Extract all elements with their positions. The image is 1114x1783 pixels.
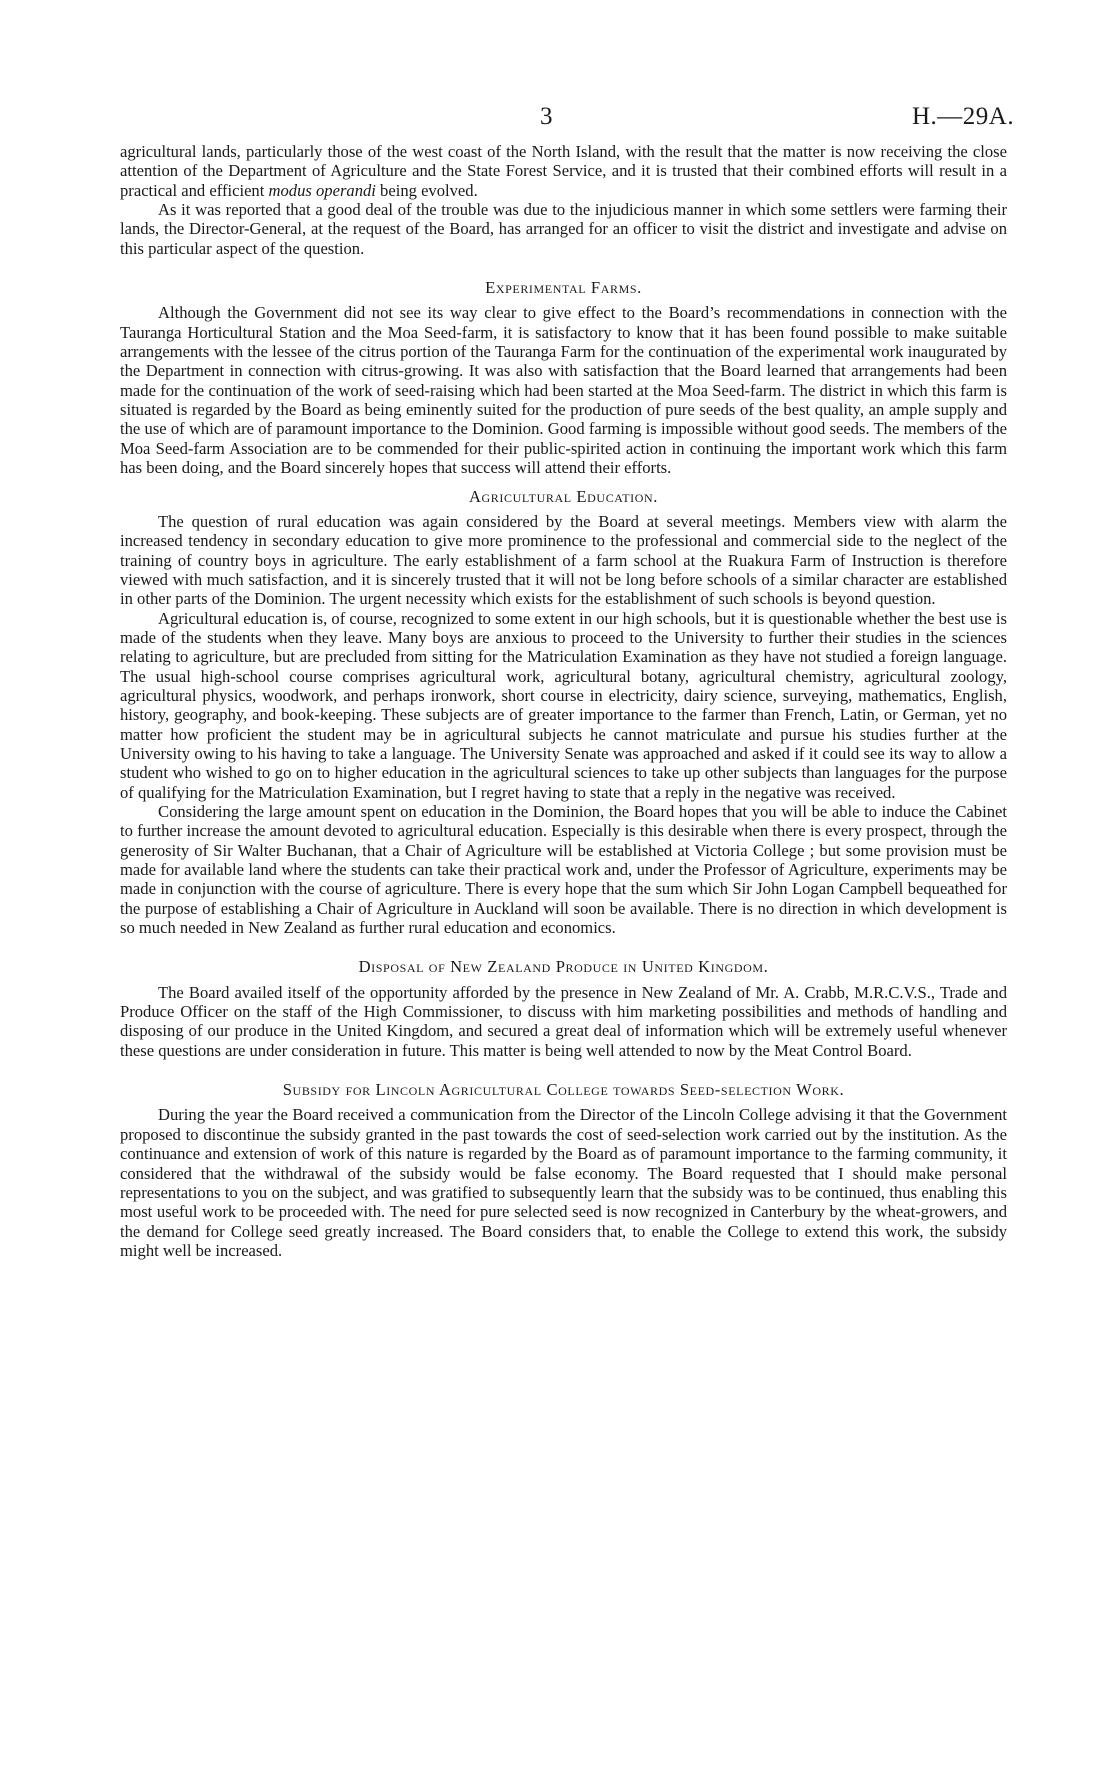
section-heading-experimental-farms: Experimental Farms.: [485, 278, 642, 298]
agricultural-education-paragraph-3: Considering the large amount spent on education in the Dominion, the Board hopes that you will be able to induce the Cabinet to further increase the amount devoted to agricultural education. Especially is this desirable when there is every prospect, through the generosity of Sir Walter Buchanan, that a Chair of Agriculture will be established at Victoria College ; but some provision must be made for available land where the students can take their practical work and, under the Professor of Agriculture, experiments may be made in conjunction with the course of agriculture. There is every hope that the sum which Sir John Logan Campbell bequeathed for the purpose of establishing a Chair of Agriculture in Auckland will soon be available. There is no direction in which development is so much needed in New Zealand as further rural education and economics.: [120, 802, 1007, 938]
section-heading-lincoln-subsidy: Subsidy for Lincoln Agricultural College towards Seed-selection Work.: [282, 1080, 845, 1100]
lincoln-subsidy-paragraph: During the year the Board received a communication from the Director of the Lincoln College advising it that the Government proposed to discontinue the subsidy granted in the past towards the cost of seed-selection work carried out by the institution. As the continuance and extension of work of this nature is regarded by the Board as of paramount importance to the farming community, it considered that the withdrawal of the subsidy would be false economy. The Board requested that I should make personal representations to you on the subject, and was gratified to subsequently learn that the subsidy was to be continued, thus enabling this most useful work to be proceeded with. The need for pure selected seed is now recognized in Canterbury by the wheat-growers, and the demand for College seed greatly increased. The Board considers that, to enable the College to extend this work, the subsidy might well be increased.: [120, 1105, 1007, 1260]
intro-paragraph-2: As it was reported that a good deal of the trouble was due to the injudicious manner in which some settlers were farming their lands, the Director-General, at the request of the Board, has arranged for an officer to visit the district and investigate and advise on this particular aspect of the question.: [120, 200, 1007, 258]
document-reference: H.—29A.: [912, 103, 1015, 130]
latin-phrase: modus operandi: [268, 180, 376, 200]
agricultural-education-paragraph-1: The question of rural education was again considered by the Board at several meetings. Members view with alarm the increased tendency in secondary education to give more prominence to the professional and commercial side to the neglect of the training of country boys in agriculture. The early establishment of a farm school at the Ruakura Farm of Instruction is therefore viewed with much satisfaction, and it is sincerely trusted that it will not be long before schools of a similar character are established in other parts of the Dominion. The urgent necessity which exists for the establishment of such schools is beyond question.: [120, 511, 1007, 609]
page-header: [0, 103, 1114, 133]
agricultural-education-paragraph-2: Agricultural education is, of course, recognized to some extent in our high schools, but it is questionable whether the best use is made of the students when they leave. Many boys are anxious to proceed to the University to further their studies in the sciences relating to agriculture, but are precluded from sitting for the Matriculation Examination as they have not studied a foreign language. The usual high-school course comprises agricultural work, agricultural botany, agricultural chemistry, agricultural zoology, agricultural physics, woodwork, and perhaps ironwork, short course in electricity, dairy science, surveying, mathematics, English, history, geography, and book-keeping. These subjects are of greater importance to the farmer than French, Latin, or German, yet no matter how proficient the student may be in agricultural subjects he cannot matriculate and pursue his studies further at the University owing to his having to take a language. The University Senate was approached and asked if it could see its way to allow a student who wished to go on to higher education in the agricultural sciences to take up other subjects than languages for the purpose of qualifying for the Matriculation Examination, but I regret having to state that a reply in the negative was received.: [120, 608, 1007, 802]
intro-paragraph-1: agricultural lands, particularly those of the west coast of the North Island, with the result that the matter is now receiving the close attention of the Department of Agriculture and the State Forest Service, and it is trusted that their combined efforts will result in a practical and efficient modus operandi being evolved.: [120, 142, 1007, 200]
experimental-farms-paragraph: Although the Government did not see its way clear to give effect to the Board’s recommendations in connection with the Tauranga Horticultural Station and the Moa Seed-farm, it is satisfactory to know that it has been found possible to make suitable arrangements with the lessee of the citrus portion of the Tauranga Farm for the continuation of the experimental work inaugurated by the Department in connection with citrus-growing. It was also with satisfaction that the Board learned that arrangements had been made for the continuation of the work of seed-raising which had been started at the Moa Seed-farm. The district in which this farm is situated is regarded by the Board as being eminently suited for the production of pure seeds of the best quality, an ample supply and the use of which are of paramount importance to the Dominion. Good farming is impossible without good seeds. The members of the Moa Seed-farm Association are to be commended for their public-spirited action in continuing the important work which this farm has been doing, and the Board sincerely hopes that success will attend their efforts.: [120, 303, 1007, 478]
section-heading-disposal-of-produce: Disposal of New Zealand Produce in United Kingdom.: [358, 957, 769, 977]
disposal-paragraph: The Board availed itself of the opportunity afforded by the presence in New Zealand of Mr. A. Crabb, M.R.C.V.S., Trade and Produce Officer on the staff of the High Commissioner, to discuss with him marketing possibilities and methods of handling and disposing of our produce in the United Kingdom, and secured a great deal of information which will be extremely useful whenever these questions are under consideration in future. This matter is being well attended to now by the Meat Control Board.: [120, 982, 1007, 1060]
page-number: 3: [540, 103, 553, 130]
section-heading-agricultural-education: Agricultural Education.: [468, 486, 659, 506]
body-text: [120, 142, 1007, 1260]
